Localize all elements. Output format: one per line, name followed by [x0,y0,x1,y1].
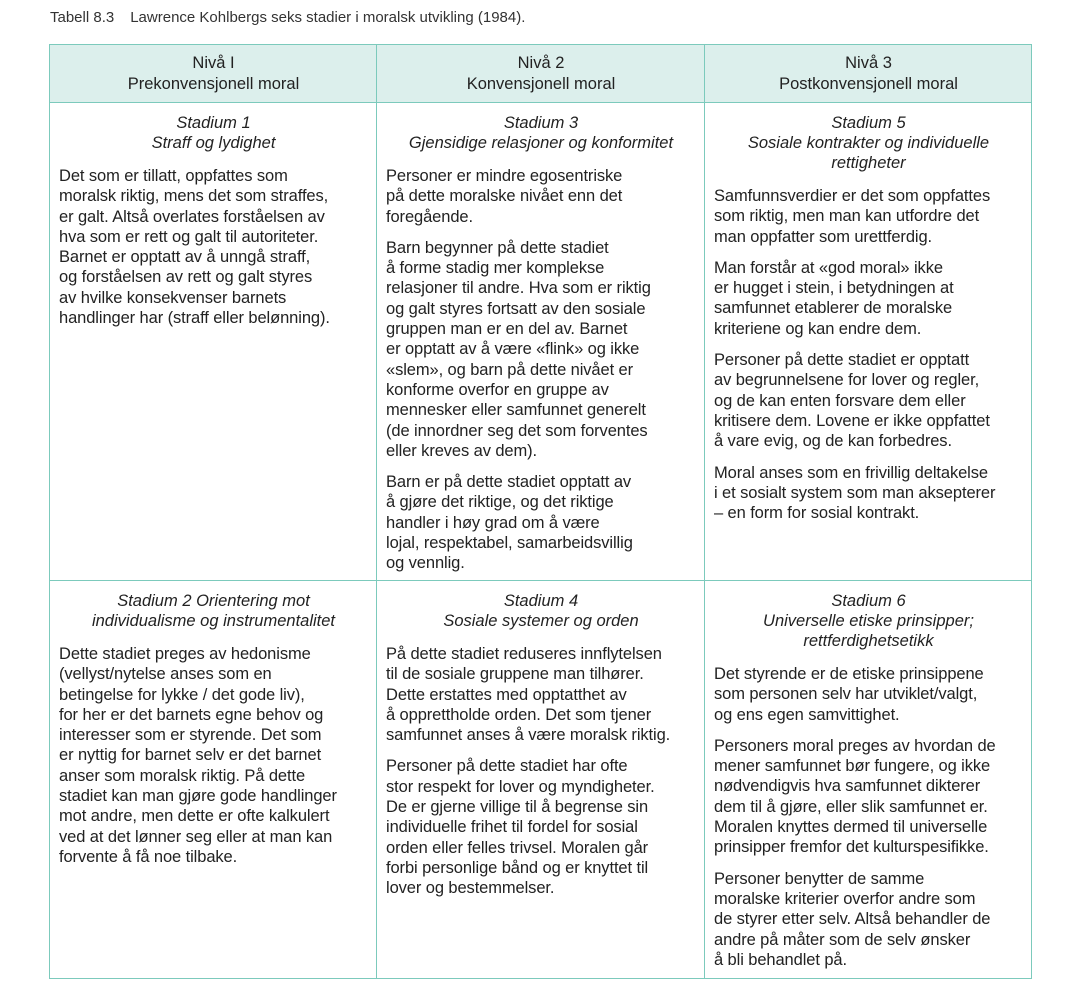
paragraph-line: samfunnet anses å være moralsk riktig. [386,726,671,745]
level-label: Nivå 2 [517,54,565,72]
stage-paragraph [386,238,696,461]
paragraph-line: Personers moral preges av hvordan de [714,736,996,755]
paragraph-line: ved at det lønner seg eller at man kan [59,827,333,846]
paragraph-line: interesser som er styrende. Det som [59,726,322,745]
paragraph-line: og galt styres fortsatt av den sosiale [386,299,646,318]
paragraph-line: og de kan enten forsvare dem eller [714,391,966,410]
stage-title-line: rettigheter [831,154,906,172]
paragraph-line: i et sosialt system som man aksepterer [714,483,996,502]
paragraph-line: er opptatt av å være «flink» og ikke [386,340,640,359]
paragraph-line: konforme overfor en gruppe av [386,380,609,399]
stage-paragraph [386,166,696,227]
level-name: Postkonvensjonell moral [779,75,958,93]
stage-title [714,113,1023,173]
level-name: Konvensjonell moral [466,75,616,93]
paragraph-line: og forståelsen av rett og galt styres [59,268,313,287]
column-header-2 [377,45,705,103]
kohlberg-stages-table [49,44,1032,979]
paragraph-line: av hvilke konsekvenser barnets [59,288,287,307]
stage-title-line: Stadium 4 [503,592,579,610]
stage-title-line: Stadium 6 [831,592,906,610]
paragraph-line: på dette moralske nivået enn det [386,187,623,206]
stage-paragraph [386,644,696,745]
stage-title-line: Straff og lydighet [151,134,276,152]
paragraph-line: kriteriene og kan endre dem. [714,319,922,338]
paragraph-line: å opprettholde orden. Det som tjener [386,705,652,724]
stage-paragraph [714,186,1023,247]
paragraph-line: er nyttig for barnet selv er det barnet [59,746,322,765]
paragraph-line: orden eller felles trivsel. Moralen går [386,838,649,857]
paragraph-line: kritisere dem. Lovene er ikke oppfattet [714,411,990,430]
table-title: Lawrence Kohlbergs seks stadier i moralsk utvikling (1984). [130,9,526,26]
stage-paragraph [714,664,1023,725]
level-name: Prekonvensjonell moral [127,75,300,93]
paragraph-line: stadiet kan man gjøre gode handlinger [59,787,337,806]
stage-title-line: Sosiale systemer og orden [443,612,639,630]
paragraph-line: samfunnet etablerer de moralske [714,299,953,318]
paragraph-line: av begrunnelsene for lover og regler, [714,371,980,390]
paragraph-line: individuelle frihet til fordel for sosial [386,818,638,837]
paragraph-line: lojal, respektabel, samarbeidsvillig [386,534,633,553]
paragraph-line: lover og bestemmelser. [386,879,555,898]
stage-paragraph [386,756,696,898]
paragraph-line: som riktig, men man kan utfordre det [714,207,980,226]
paragraph-line: Barn er på dette stadiet opptatt av [386,473,632,492]
stage-title [59,591,368,631]
paragraph-line: relasjoner til andre. Hva som er riktig [386,279,651,298]
paragraph-line: å gjøre det riktige, og det riktige [386,493,614,512]
paragraph-line: Barn begynner på dette stadiet [386,238,609,257]
table-number: Tabell 8.3 [50,9,115,26]
paragraph-line: Personer er mindre egosentriske [386,167,623,185]
paragraph-line: stor respekt for lover og myndigheter. [386,777,655,796]
paragraph-line: Dette stadiet preges av hedonisme [59,645,311,663]
paragraph-line: Dette erstattes med opptatthet av [386,685,627,704]
paragraph-line: handlinger har (straff eller belønning). [59,309,330,328]
column-header-3 [705,45,1031,103]
stage-title-line: Gjensidige relasjoner og konformitet [408,134,674,152]
paragraph-line: for her er det barnets egne behov og [59,705,324,724]
paragraph-line: Moral anses som en frivillig deltakelse [714,463,988,482]
stage-cell [50,581,377,978]
stage-paragraph [714,736,1023,858]
stage-cell [705,103,1031,581]
paragraph-line: som personen selv har utviklet/valgt, [714,685,978,704]
stage-cell [50,103,377,581]
paragraph-line: De er gjerne villige til å begrense sin [386,798,649,817]
stage-paragraph [59,644,368,867]
paragraph-line: Det styrende er de etiske prinsippene [714,665,984,683]
paragraph-line: Personer på dette stadiet har ofte [386,757,628,776]
stage-paragraph [714,869,1023,970]
table-caption [50,9,525,26]
paragraph-line: foregående. [386,207,473,226]
stage-title-line: Stadium 2 Orientering mot [117,592,310,610]
stage-title [386,591,696,631]
stage-cell [377,581,705,978]
paragraph-line: til de sosiale gruppene man tilhører. [386,665,644,684]
paragraph-line: Personer benytter de samme [714,869,925,888]
paragraph-line: – en form for sosial kontrakt. [714,504,920,523]
stage-title-line: rettferdighetsetikk [803,632,934,650]
paragraph-line: hva som er rett og galt til autoriteter. [59,227,319,246]
paragraph-line: de styrer etter selv. Altså behandler de [714,910,991,929]
paragraph-line: «slem», og barn på dette nivået er [386,360,634,379]
stage-title [386,113,696,153]
stage-title-line: Stadium 3 [503,114,579,132]
paragraph-line: man oppfatter som urettferdig. [714,227,933,246]
paragraph-line: er galt. Altså overlates forståelsen av [59,207,325,226]
paragraph-line: å vare evig, og de kan forbedres. [714,432,952,451]
stage-title-line: Stadium 1 [176,114,251,132]
stage-paragraph [714,258,1023,339]
paragraph-line: gruppen man er en del av. Barnet [386,320,628,339]
paragraph-line: (de innordner seg det som forventes [386,421,648,440]
paragraph-line: mot andre, men dette er ofte kalkulert [59,807,330,826]
stage-cell [377,103,705,581]
paragraph-line: eller kreves av dem). [386,441,538,460]
paragraph-line: (vellyst/nytelse anses som en [59,665,272,684]
stage-title [59,113,368,153]
paragraph-line: Det som er tillatt, oppfattes som [59,167,288,185]
paragraph-line: og ens egen samvittighet. [714,705,900,724]
stage-paragraph [59,166,368,328]
paragraph-line: er hugget i stein, i betydningen at [714,279,954,298]
paragraph-line: prinsipper fremfor det kulturspesifikke. [714,838,989,857]
paragraph-line: betingelse for lykke / det gode liv), [59,685,305,704]
paragraph-line: mennesker eller samfunnet generelt [386,401,646,420]
paragraph-line: På dette stadiet reduseres innflytelsen [386,645,662,663]
paragraph-line: Samfunnsverdier er det som oppfattes [714,187,991,205]
level-label: Nivå I [192,54,235,72]
paragraph-line: Moralen knyttes dermed til universelle [714,818,988,837]
paragraph-line: handler i høy grad om å være [386,513,600,532]
stage-title-line: Stadium 5 [831,114,906,132]
stage-title [714,591,1023,651]
level-label: Nivå 3 [845,54,892,72]
paragraph-line: nødvendigvis hva samfunnet dikterer [714,777,981,796]
paragraph-line: dem til å gjøre, eller slik samfunnet er. [714,797,988,816]
paragraph-line: Man forstår at «god moral» ikke [714,258,943,277]
stage-title-line: individualisme og instrumentalitet [91,612,336,630]
paragraph-line: forvente å få noe tilbake. [59,847,238,866]
paragraph-line: andre på måter som de selv ønsker [714,930,971,949]
paragraph-line: moralsk riktig, mens det som straffes, [59,187,329,206]
paragraph-line: Personer på dette stadiet er opptatt [714,351,970,370]
paragraph-line: Barnet er opptatt av å unngå straff, [59,248,311,267]
column-header-1 [50,45,377,103]
paragraph-line: å forme stadig mer komplekse [386,259,605,278]
paragraph-line: moralske kriterier overfor andre som [714,889,976,908]
paragraph-line: anser som moralsk riktig. På dette [59,766,306,785]
stage-paragraph [714,463,1023,524]
stage-title-line: Universelle etiske prinsipper; [763,612,974,630]
stage-paragraph [386,472,696,573]
paragraph-line: å bli behandlet på. [714,950,847,969]
paragraph-line: mener samfunnet bør fungere, og ikke [714,757,991,776]
paragraph-line: forbi personlige bånd og er knyttet til [386,858,649,877]
stage-cell [705,581,1031,978]
stage-paragraph [714,350,1023,451]
paragraph-line: og vennlig. [386,554,465,573]
stage-title-line: Sosiale kontrakter og individuelle [747,134,990,152]
